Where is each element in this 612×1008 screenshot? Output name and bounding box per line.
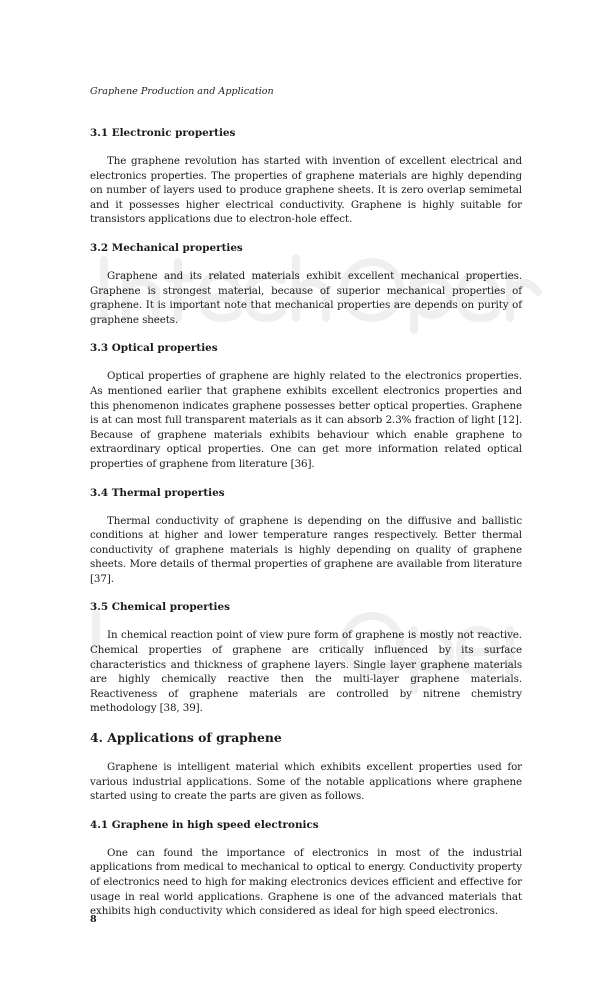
section-paragraph-electronic: The graphene revolution has started with invention of excellent electrical and electronics properties. The properties of graphene materials are highly depending on number of layers used to produce graphene sheets. It is zero overlap semimetal and it possesses higher electrical conductivity. Graphene is highly suitable for transistors applications due to electron-hole effect. — [90, 155, 522, 226]
subsection-heading: 4.1 Graphene in high speed electronics — [90, 818, 319, 831]
chapter-heading: 4. Applications of graphene — [90, 730, 282, 746]
section-paragraph-thermal: Thermal conductivity of graphene is depending on the diffusive and ballistic conditions at higher and lower temperature ranges respectively. Better thermal conductivity of graphene materials is highly depending on quality of graphene sheets. More details of thermal properties of graphene are available from literature [37]. — [90, 514, 522, 585]
running-header: Graphene Production and Application — [90, 86, 274, 97]
section-heading-mechanical: 3.2 Mechanical properties — [90, 241, 243, 254]
section-paragraph-mechanical: Graphene and its related materials exhibit excellent mechanical properties. Graphene is strongest material, because of superior mechanical properties of graphene. It is important note that mechanical properties are depends on purity of graphene sheets. — [90, 269, 522, 326]
page-body — [90, 126, 522, 933]
subsection-paragraph: One can found the importance of electronics in most of the industrial applications from medical to mechanical to optical to energy. Conductivity property of electronics need to high for making electronics devices efficient and effective for usage in real world applications. Graphene is one of the advanced materials that exhibits high conductivity which considered as ideal for high speed electronics. — [90, 846, 522, 918]
section-heading-electronic: 3.1 Electronic properties — [90, 127, 236, 139]
chapter-paragraph: Graphene is intelligent material which exhibits excellent properties used for various industrial applications. Some of the notable applications where graphene started using to create the parts are given as follows. — [90, 761, 522, 803]
section-heading-optical: 3.3 Optical properties — [90, 342, 218, 355]
section-heading-thermal: 3.4 Thermal properties — [90, 486, 225, 499]
section-heading-chemical: 3.5 Chemical properties — [90, 601, 230, 614]
section-paragraph-optical: Optical properties of graphene are highly related to the electronics properties. As mentioned earlier that graphene exhibits excellent electronics properties and this phenomenon indicates graphene possesses better optical properties. Graphene is at can most full transparent materials as it can absorb 2.3% fraction of light [12]. Because of graphene materials exhibits behaviour which enable graphene to extraordinary optical properties. One can get more information related optical properties of graphene from literature [36]. — [90, 370, 522, 470]
section-paragraph-chemical: In chemical reaction point of view pure form of graphene is mostly not reactive. Chemical properties of graphene are critically influenced by its surface characteristics and thickness of graphene layers. Single layer graphene materials are highly chemically reactive then the multi-layer graphene materials. Reactiveness of graphene materials are controlled by nitrene chemistry methodology [38, 39]. — [90, 629, 522, 715]
page-number: 8 — [90, 914, 97, 925]
